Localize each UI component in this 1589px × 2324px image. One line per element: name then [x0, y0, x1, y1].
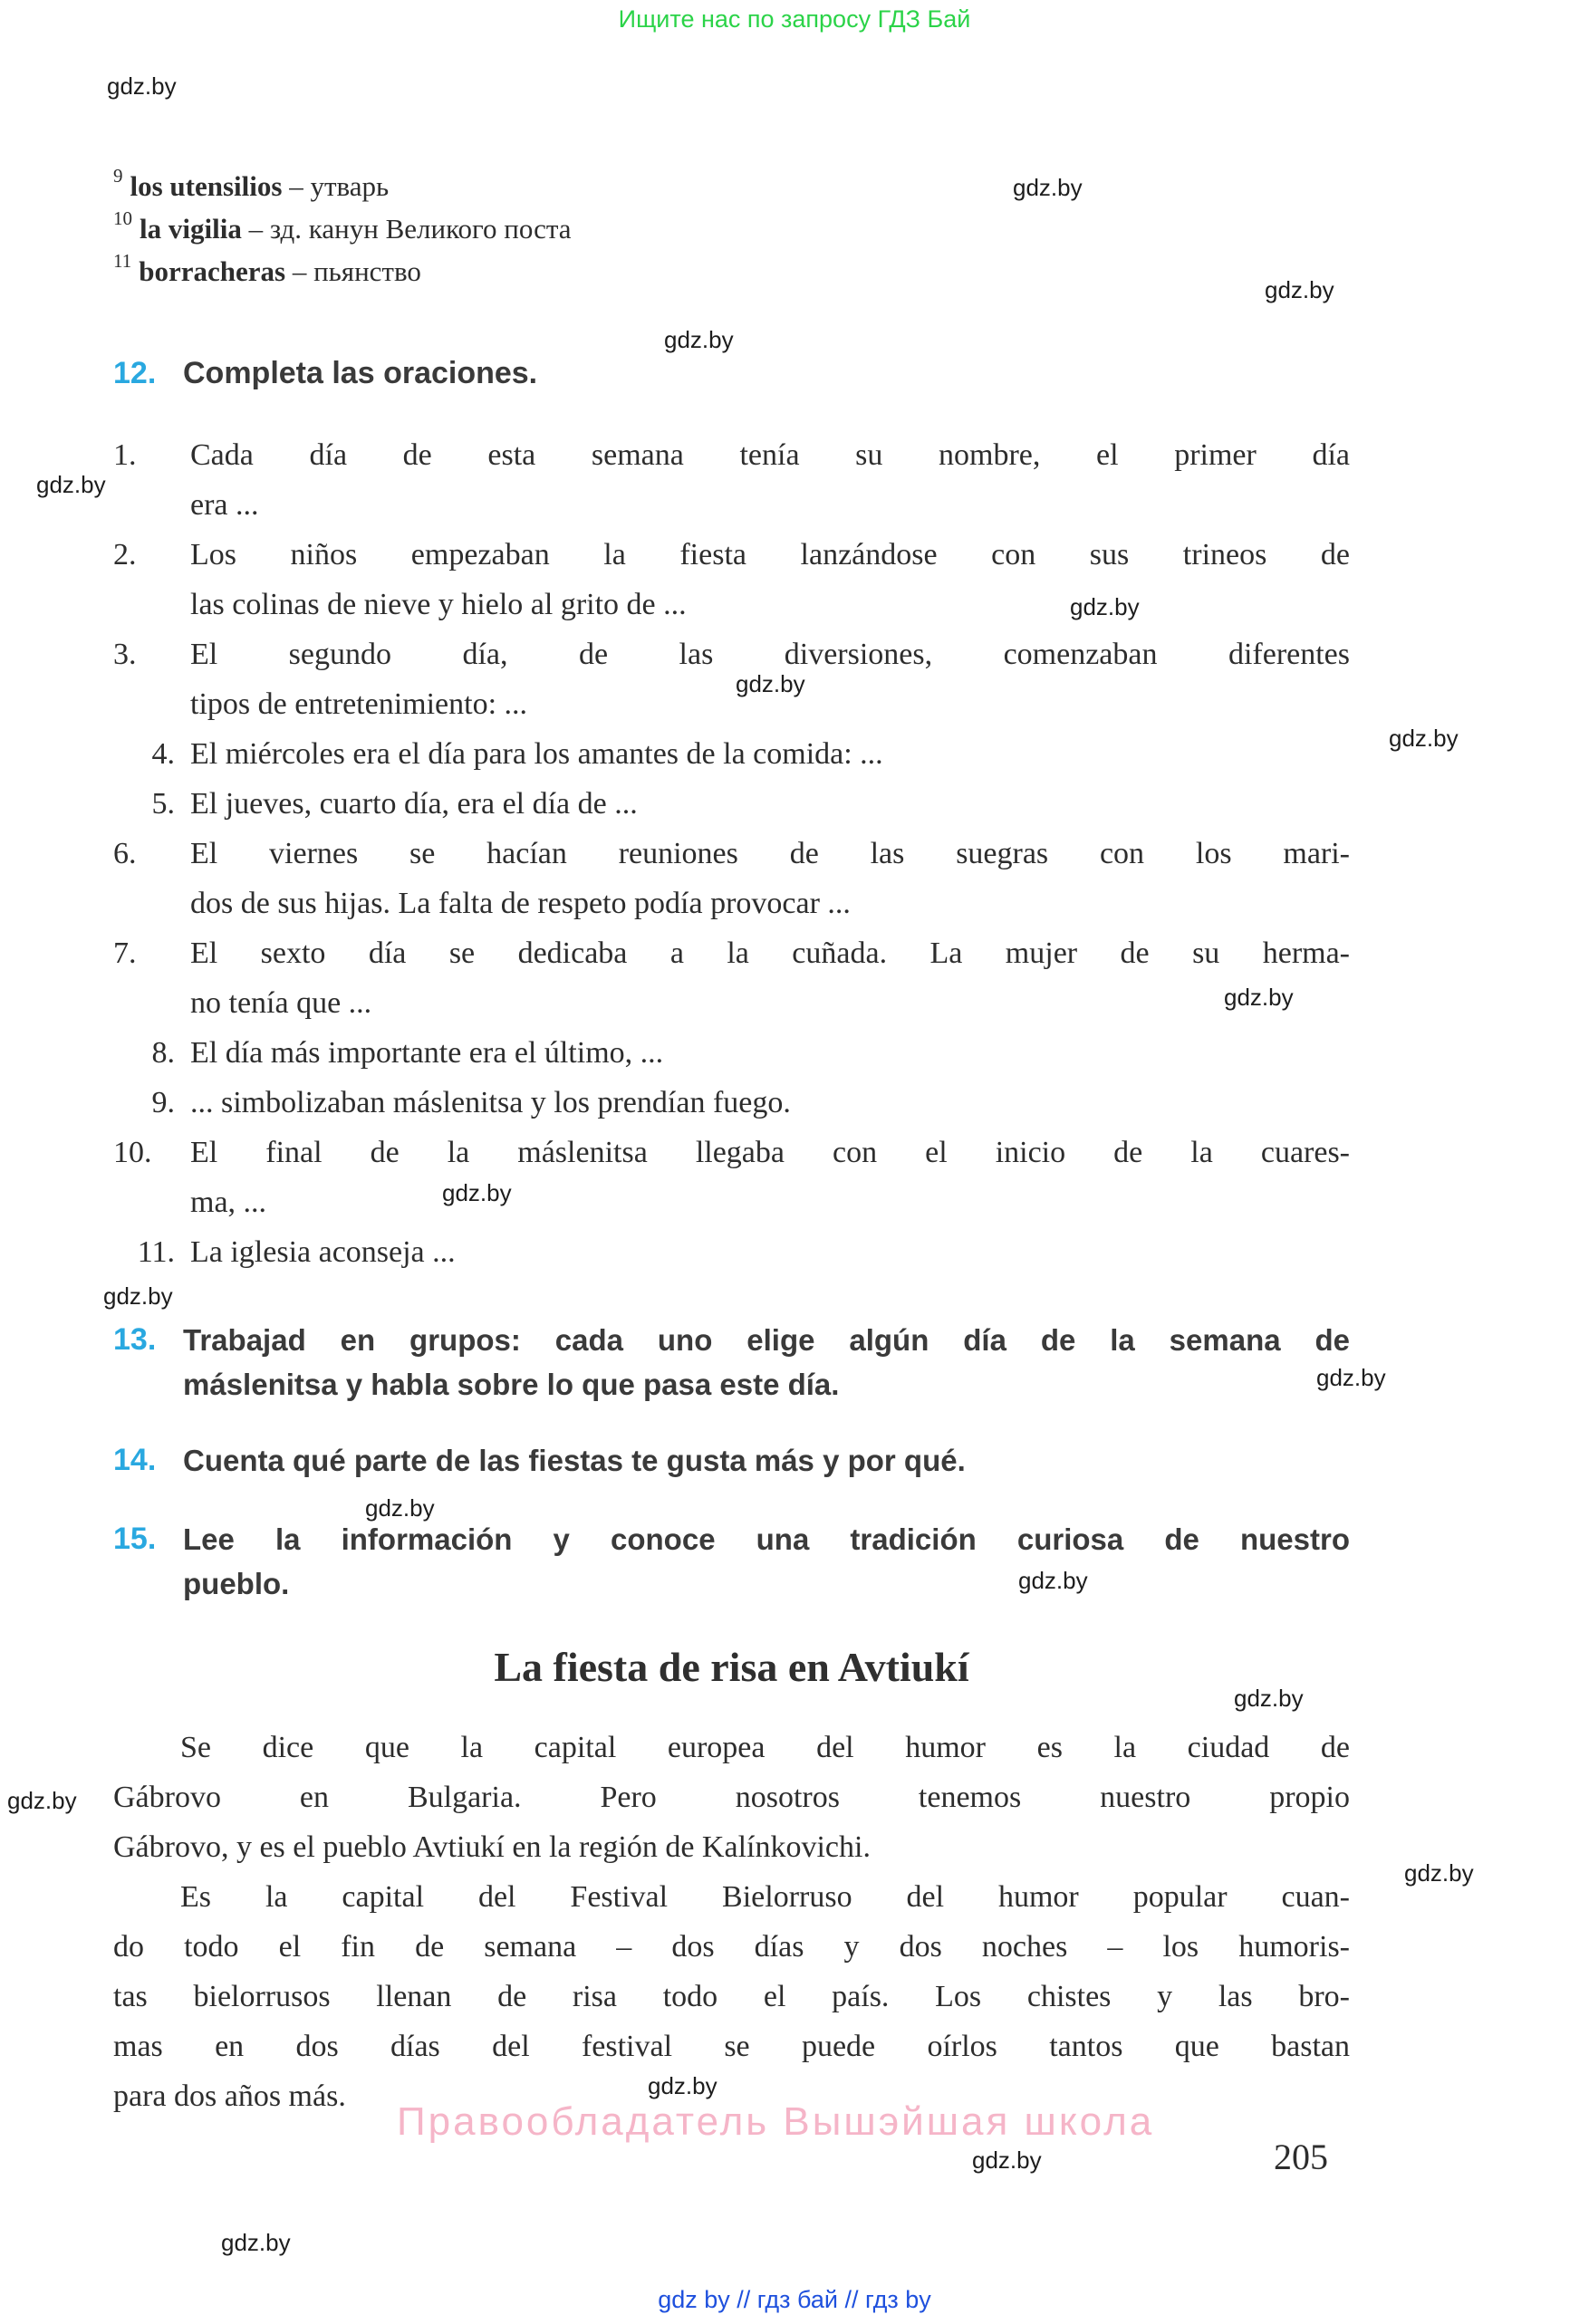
item-text: tipos de entretenimiento: ...: [190, 687, 528, 721]
reading-line: Se dice que la capital europea del humor es la ciudad de: [180, 1731, 1350, 1764]
exercise-number: 12.: [113, 356, 157, 390]
list-item-line: [113, 679, 1350, 729]
gdz-watermark: gdz.by: [972, 2146, 1042, 2174]
item-text: El sexto día se dedicaba a la cuñada. La mujer de su herma-: [190, 936, 1350, 970]
footnote: [113, 250, 1350, 293]
footnote-number: 11: [113, 249, 132, 272]
item-number: 10.: [113, 1136, 152, 1169]
exercise-text-line: máslenitsa y habla sobre lo que pasa este día.: [183, 1368, 840, 1401]
footnote-translation: – пьянство: [285, 255, 421, 287]
gdz-watermark: gdz.by: [1018, 1567, 1088, 1594]
gdz-watermark: gdz.by: [736, 670, 805, 697]
reading-line: Gábrovo en Bulgaria. Pero nosotros tenemos nuestro propio: [113, 1781, 1350, 1814]
reading-line: tas bielorrusos llenan de risa todo el país. Los chistes y las bro-: [113, 1980, 1350, 2013]
exercise-12-items: [113, 430, 1350, 1277]
list-item-line: [113, 1028, 1350, 1078]
gdz-watermark: gdz.by: [1224, 984, 1294, 1011]
exercise-text-line: Trabajad en grupos: cada uno elige algún día de la semana de: [183, 1323, 1350, 1357]
footnote-term: borracheras: [139, 255, 286, 287]
item-number: 1.: [113, 438, 137, 472]
exercise-14: [113, 1438, 1350, 1483]
list-item-line: [113, 629, 1350, 679]
item-text: ... simbolizaban máslenitsa y los prendían fuego.: [190, 1086, 791, 1119]
exercise-15: [113, 1517, 1350, 1606]
reading-text: [113, 1723, 1350, 2121]
footnote-translation: – утварь: [282, 170, 390, 202]
exercise-number: 13.: [113, 1322, 157, 1357]
list-item-line: [113, 879, 1350, 928]
item-text: El jueves, cuarto día, era el día de ...: [190, 787, 638, 821]
item-text: El segundo día, de las diversiones, comenzaban diferentes: [190, 638, 1350, 671]
gdz-watermark: gdz.by: [1316, 1364, 1386, 1391]
item-text: Los niños empezaban la fiesta lanzándose con sus trineos de: [190, 538, 1350, 571]
gdz-watermark: gdz.by: [107, 72, 177, 100]
gdz-watermark: gdz.by: [36, 471, 106, 498]
item-number: 4.: [151, 737, 175, 771]
gdz-watermark: gdz.by: [1234, 1685, 1304, 1712]
reading-line: mas en dos días del festival se puede oírlos tantos que bastan: [113, 2030, 1350, 2063]
item-number: 5.: [151, 787, 175, 821]
gdz-watermark: gdz.by: [7, 1787, 77, 1814]
footnote: [113, 207, 1350, 250]
footnote-translation: – зд. канун Великого поста: [241, 213, 572, 245]
footnote-term: la vigilia: [140, 213, 242, 245]
list-item-line: [113, 928, 1350, 978]
gdz-watermark: gdz.by: [1389, 725, 1459, 752]
item-text: El final de la máslenitsa llegaba con el inicio de la cuares-: [190, 1136, 1350, 1169]
item-text: las colinas de nieve y hielo al grito de ...: [190, 588, 687, 621]
gdz-watermark: gdz.by: [365, 1494, 435, 1522]
item-text: dos de sus hijas. La falta de respeto podía provocar ...: [190, 887, 851, 920]
reading-line: do todo el fin de semana – dos días y dos noches – los humoris-: [113, 1930, 1350, 1964]
list-item-line: [113, 978, 1350, 1028]
page-number: 205: [1274, 2137, 1328, 2177]
item-text: La iglesia aconseja ...: [190, 1235, 456, 1269]
gdz-watermark: gdz.by: [664, 326, 734, 353]
exercise-title: Completa las oraciones.: [183, 356, 538, 390]
reading-title: La fiesta de risa en Avtiukí: [494, 1644, 969, 1690]
exercise-13: [113, 1318, 1350, 1407]
promo-banner: Ищите нас по запросу ГДЗ Бай: [618, 5, 971, 33]
exercise-text-line: Cuenta qué parte de las fiestas te gusta más y por qué.: [183, 1444, 966, 1477]
item-number: 9.: [151, 1086, 175, 1119]
exercise-text-line: pueblo.: [183, 1567, 290, 1600]
footnotes: [113, 165, 1350, 293]
list-item-line: [113, 1128, 1350, 1177]
item-text: Cada día de esta semana tenía su nombre, el primer día: [190, 438, 1350, 472]
footnote-number: 9: [113, 164, 123, 187]
copyright-watermark: Правообладатель Вышэйшая школа: [397, 2099, 1155, 2144]
gdz-watermark: gdz.by: [221, 2229, 291, 2256]
exercise-number: 14.: [113, 1443, 157, 1477]
footnote: [113, 165, 1350, 207]
item-number: 11.: [137, 1235, 175, 1269]
item-text: era ...: [190, 488, 259, 522]
list-item-line: [113, 1078, 1350, 1128]
list-item-line: [113, 1177, 1350, 1227]
list-item-line: [113, 1227, 1350, 1277]
exercise-12-heading: [113, 355, 1350, 391]
reading-line: para dos años más.: [113, 2079, 346, 2113]
list-item-line: [113, 580, 1350, 629]
gdz-watermark: gdz.by: [103, 1282, 173, 1310]
footnote-term: los utensilios: [130, 170, 283, 202]
footnote-number: 10: [113, 206, 132, 229]
reading-line: Gábrovo, y es el pueblo Avtiukí en la región de Kalínkovichi.: [113, 1830, 871, 1864]
item-number: 8.: [151, 1036, 175, 1070]
list-item-line: [113, 430, 1350, 480]
footer-links[interactable]: gdz by // гдз бай // гдз by: [658, 2286, 931, 2313]
exercise-number: 15.: [113, 1522, 157, 1556]
gdz-watermark: gdz.by: [1265, 276, 1334, 303]
gdz-watermark: gdz.by: [442, 1179, 512, 1206]
reading-line: Es la capital del Festival Bielorruso del humor popular cuan-: [180, 1880, 1350, 1914]
list-item-line: [113, 829, 1350, 879]
gdz-watermark: gdz.by: [648, 2072, 717, 2099]
item-number: 6.: [113, 837, 137, 870]
item-number: 7.: [113, 936, 137, 970]
list-item-line: [113, 729, 1350, 779]
item-text: ma, ...: [190, 1186, 267, 1219]
item-number: 2.: [113, 538, 137, 571]
gdz-watermark: gdz.by: [1404, 1859, 1474, 1887]
gdz-watermark: gdz.by: [1070, 593, 1140, 620]
item-text: El miércoles era el día para los amantes de la comida: ...: [190, 737, 883, 771]
list-item-line: [113, 530, 1350, 580]
list-item-line: [113, 779, 1350, 829]
list-item-line: [113, 480, 1350, 530]
item-text: El viernes se hacían reuniones de las suegras con los mari-: [190, 837, 1350, 870]
exercise-text-line: Lee la información y conoce una tradición curiosa de nuestro: [183, 1522, 1350, 1556]
item-text: no tenía que ...: [190, 986, 372, 1020]
item-text: El día más importante era el último, ...: [190, 1036, 664, 1070]
item-number: 3.: [113, 638, 137, 671]
gdz-watermark: gdz.by: [1013, 174, 1083, 201]
